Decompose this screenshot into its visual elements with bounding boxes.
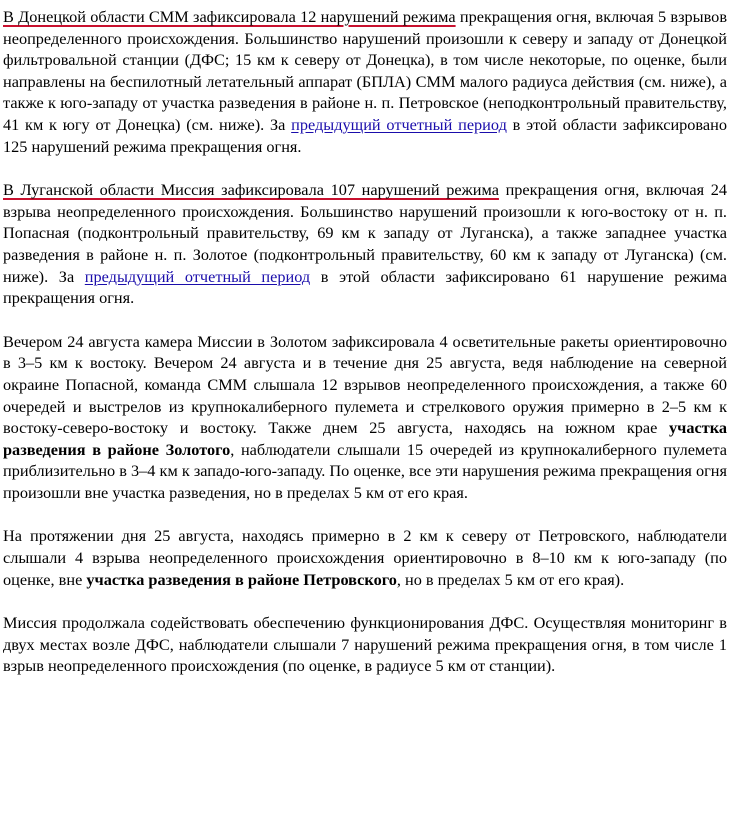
document-page xyxy=(3,6,727,699)
paragraph-dfs-text: Миссия продолжала содействовать обеспечению функционирования ДФС. Осуществляя мониторинг в двух местах возле ДФС, наблюдатели слышали 7 нарушений режима прекращения огня, в том числе 1 взрыв неопределенного происхождения (по оценке, в радиусе 5 км от станции). xyxy=(3,613,727,676)
paragraph-luhansk xyxy=(3,179,727,309)
paragraph-zolote-bold: участка разведения в районе Золотого xyxy=(3,418,727,459)
paragraph-zolote xyxy=(3,331,727,504)
paragraph-dfs xyxy=(3,612,727,677)
paragraph-zolote-tail: , наблюдатели слышали 15 очередей из крупнокалиберного пулемета приблизительно в 3–4 км к западо-юго-западу. По оценке, все эти нарушения режима прекращения огня произошли вне участка разведения, но в пределах 5 км от его края. xyxy=(3,439,727,502)
paragraph-donetsk-text: прекращения огня, включая 5 взрывов неопределенного происхождения. Большинство нарушений произошли к северу и западу от Донецкой фильтровальной станции (ДФС; 15 км к северу от Донецка), в том числе некоторые, по оценке, были направлены на беспилотный летательный аппарат (БПЛА) СММ малого радиуса действия (см. ниже), а также к юго-западу от участка разведения в районе н. п. Петровское (неподконтрольный правительству, 41 км к югу от Донецка) (см. ниже). За xyxy=(3,7,728,134)
paragraph-petrovske-tail: , но в пределах 5 км от его края). xyxy=(396,569,625,589)
paragraph-donetsk-tail: в этой области зафиксировано 125 нарушений режима прекращения огня. xyxy=(3,114,727,156)
paragraph-petrovske-text: На протяжении дня 25 августа, находясь примерно в 2 км к северу от Петровского, наблюдатели слышали 4 взрыва неопределенного происхождения ориентировочно в 8–10 км к юго-западу (по оценке, вне xyxy=(3,526,727,589)
paragraph-donetsk xyxy=(3,6,727,157)
paragraph-luhansk-lead: В Луганской области Миссия зафиксировала 107 нарушений режима xyxy=(3,180,499,200)
paragraph-petrovske xyxy=(3,525,727,590)
paragraph-luhansk-tail: в этой области зафиксировано 61 нарушение режима прекращения огня. xyxy=(3,266,727,308)
paragraph-luhansk-text: прекращения огня, включая 24 взрыва неопределенного происхождения. Большинство нарушений произошли к юго-востоку от н. п. Попасная (подконтрольный правительству, 69 км к западу от Луганска), а также западнее участка разведения в районе н. п. Золотое (подконтрольный правительству, 60 км к западу от Луганска) (см. ниже). За xyxy=(3,180,728,286)
previous-period-link-donetsk[interactable]: предыдущий отчетный период xyxy=(291,114,507,134)
previous-period-link-luhansk[interactable]: предыдущий отчетный период xyxy=(84,266,311,286)
paragraph-petrovske-bold: участка разведения в районе Петровского xyxy=(86,569,397,589)
paragraph-donetsk-lead: В Донецкой области СММ зафиксировала 12 нарушений режима xyxy=(3,7,456,26)
paragraph-zolote-text: Вечером 24 августа камера Миссии в Золотом зафиксировала 4 осветительные ракеты ориентировочно в 3–5 км к востоку. Вечером 24 августа и в течение дня 25 августа, ведя наблюдение на северной окраине Попасной, команда СММ слышала 12 взрывов неопределенного происхождения, а также 60 очередей и выстрелов из крупнокалиберного пулемета и стрелкового оружия примерно в 2–5 км к востоку-северо-востоку и востоку. Также днем 25 августа, находясь на южном крае xyxy=(3,331,727,438)
